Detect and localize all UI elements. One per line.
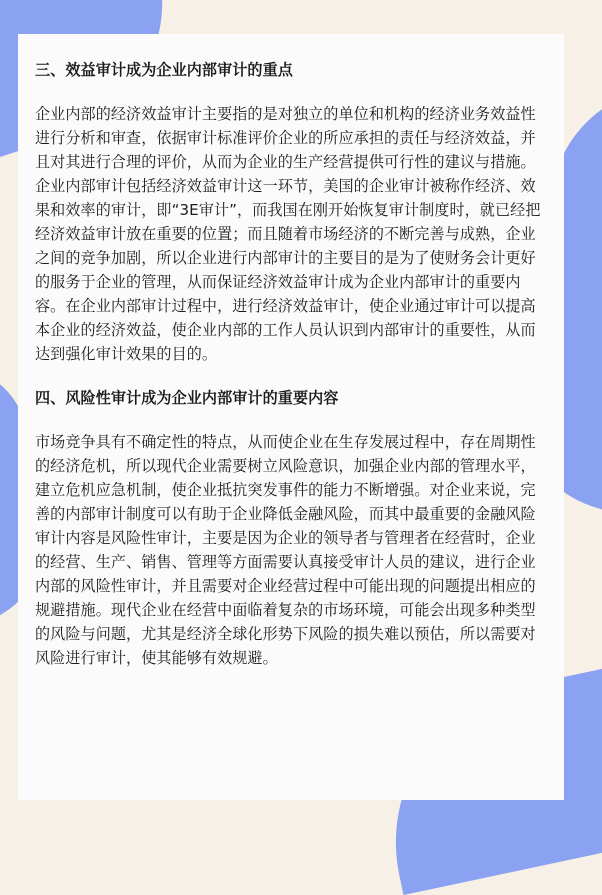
section-3-heading: 三、效益审计成为企业内部审计的重点 [35,61,293,79]
document-page [18,34,564,800]
section-4-paragraph: 市场竞争具有不确定性的特点，从而使企业在生存发展过程中，存在周期性的经济危机，所以现代企业需要树立风险意识，加强企业内部的管理水平，建立危机应急机制，使企业抵抗突发事件的能力不断增强。对企业来说，完善的内部审计制度可以有助于企业降低金融风险，而其中最重要的金融风险审计内容是风险性审计，主要是因为企业的领导者与管理者在经营时，企业的经营、生产、销售、管理等方面需要认真接受审计人员的建议，进行企业内部的风险性审计，并且需要对企业经营过程中可能出现的问题提出相应的规避措施。现代企业在经营中面临着复杂的市场环境，可能会出现多种类型的风险与问题，尤其是经济全球化形势下风险的损失难以预估，所以需要对风险进行审计，使其能够有效规避。 [35,433,536,667]
section-4-heading: 四、风险性审计成为企业内部审计的重要内容 [35,389,339,407]
section-3-paragraph: 企业内部的经济效益审计主要指的是对独立的单位和机构的经济业务效益性进行分析和审查，依据审计标准评价企业的所应承担的责任与经济效益，并且对其进行合理的评价，从而为企业的生产经营提供可行性的建议与措施。企业内部审计包括经济效益审计这一环节，美国的企业审计被称作经济、效果和效率的审计，即“3E审计”，而我国在刚开始恢复审计制度时，就已经把经济效益审计放在重要的位置；而且随着市场经济的不断完善与成熟，企业之间的竞争加剧，所以企业进行内部审计的主要目的是为了使财务会计更好的服务于企业的管理，从而保证经济效益审计成为企业内部审计的重要内容。在企业内部审计过程中，进行经济效益审计，使企业通过审计可以提高本企业的经济效益，使企业内部的工作人员认识到内部审计的重要性，从而达到强化审计效果的目的。 [35,105,541,363]
